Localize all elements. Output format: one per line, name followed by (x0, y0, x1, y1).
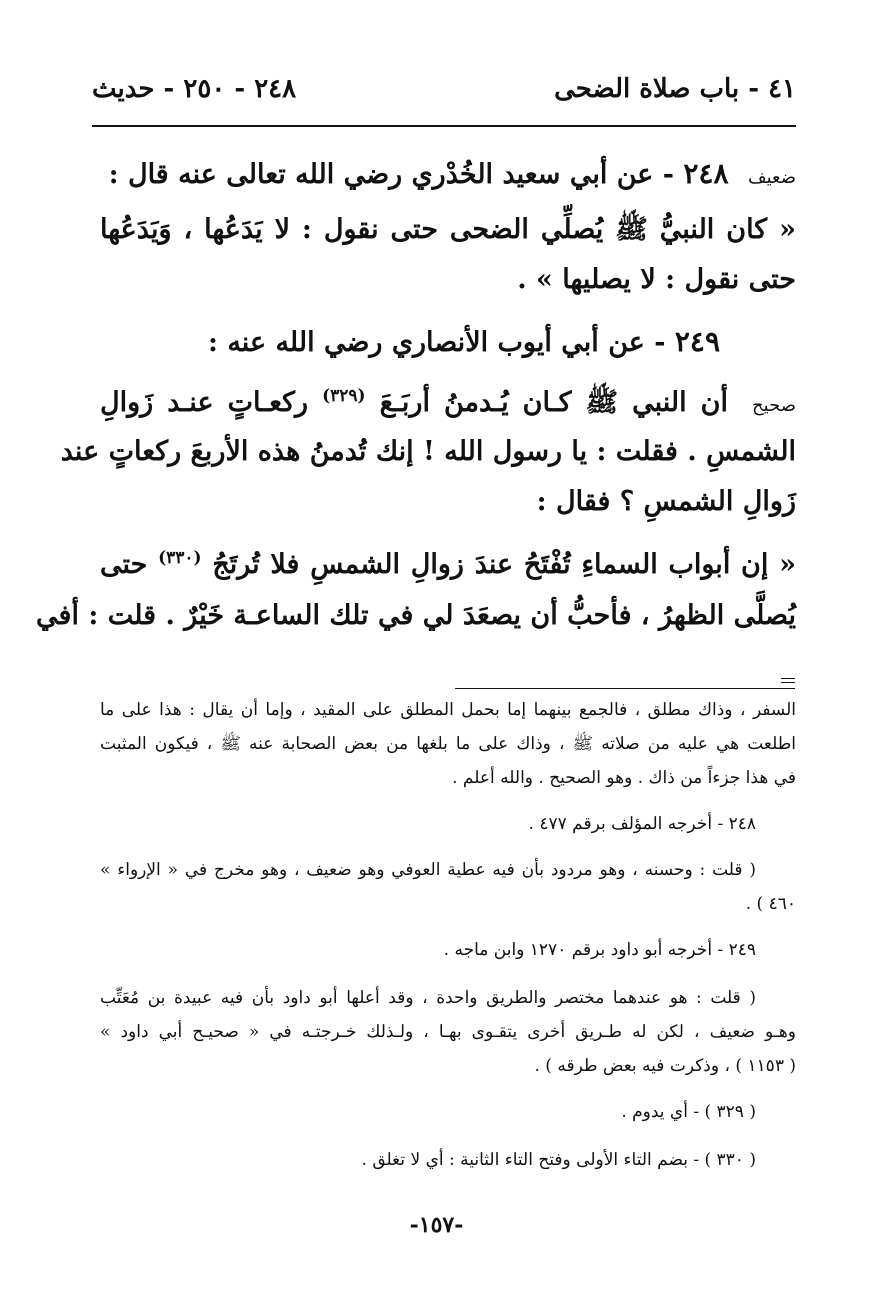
footnote-ref: (٣٣٠) (158, 548, 202, 568)
footnote-249-note3: ( ١١٥٣ ) ، وذكرت فيه بعض طرقه ) . (534, 1056, 796, 1076)
footnote-249-note2: وهـو ضعيف ، لكن له طـريق أخرى يتقـوى بهـا ، ولـذلك خـرجتـه في « صحيـح أبي داود » (100, 1022, 796, 1042)
line-text: « إن أبواب السماءِ تُفْتَحُ عندَ زوالِ الشمسِ فلا تُرتَجُ (212, 549, 797, 580)
footnote-329: ( ٣٢٩ ) - أي يدوم . (621, 1102, 756, 1122)
footnote-cont-line1: السفر ، وذاك مطلق ، فالجمع بينهما إما بحمل المطلق على المقيد ، وإما أن يقال : هذا على ما (100, 700, 796, 720)
hadith-249-intro (207, 325, 720, 358)
hadith-number: ٢٤٨ (683, 157, 729, 190)
hadith-249-line2: الشمسِ . فقلت : يا رسول الله ! إنك تُدمنُ هذه الأربعَ ركعاتٍ عند (60, 436, 796, 467)
hadith-249-line4 (100, 550, 796, 578)
hadith-248-line1: « كان النبيُّ ﷺ يُصلِّي الضحى حتى نقول : لا يَدَعُها ، وَيَدَعُها (100, 214, 796, 245)
page-header (92, 74, 796, 118)
footnote-cont-line2: اطلعت هي عليه من صلاته ﷺ ، وذاك على ما بلغها من بعض الصحابة عنه ﷺ ، فيكون المثبت (100, 734, 796, 754)
grade-label: صحيح (752, 395, 796, 416)
hadith-range: ٢٤٨ - ٢٥٠ - حديث (92, 74, 297, 104)
footnote-249-note1: ( قلت : هو عندهما مختصر والطريق واحدة ، وقد أعلها أبو داود بأن فيه عبيدة بن مُعَتِّب (100, 988, 757, 1008)
footnote-248: ٢٤٨ - أخرجه المؤلف برقم ٤٧٧ . (528, 814, 756, 834)
footnote-249: ٢٤٩ - أخرجه أبو داود برقم ١٢٧٠ وابن ماجه . (443, 940, 756, 960)
hadith-249-line5: يُصلَّى الظهرُ ، فأحبُّ أن يصعَدَ لي في تلك الساعـة خَيْرٌ . قلت : أفي (36, 600, 796, 631)
grade-label: ضعيف (747, 167, 796, 188)
header-rule (92, 125, 796, 127)
footnote-continuation-mark (781, 678, 795, 686)
footnote-330: ( ٣٣٠ ) - بضم التاء الأولى وفتح التاء الثانية : أي لا تغلق . (361, 1150, 756, 1170)
chapter-title: ٤١ - باب صلاة الضحى (554, 74, 796, 104)
footnote-ref: (٣٢٩) (322, 386, 366, 406)
hadith-number: ٢٤٩ (674, 325, 720, 358)
hadith-248-intro (108, 157, 796, 190)
footnote-248-note2: ٤٦٠ ) . (745, 894, 796, 914)
line-text: ركعـاتٍ عنـد زَوالِ (100, 387, 309, 418)
hadith-248-line2: حتى نقول : لا يصليها » . (517, 264, 796, 295)
footnote-separator (455, 688, 795, 689)
footnote-cont-line3: في هذا جزءاً من ذاك . وهو الصحيح . والله أعلم . (452, 768, 796, 788)
page-number: -١٥٧- (409, 1212, 464, 1238)
line-text: حتى (100, 549, 148, 580)
hadith-249-line1 (100, 388, 796, 416)
hadith-249-line3: زَوالِ الشمسِ ؟ فقال : (536, 486, 796, 517)
line-text: أن النبي ﷺ كـان يُـدمنُ أربَـعَ (379, 387, 728, 418)
hadith-intro-text: - عن أبي سعيد الخُدْري رضي الله تعالى عنه قال : (108, 159, 675, 190)
footnote-248-note1: ( قلت : وحسنه ، وهو مردود بأن فيه عطية العوفي وهو ضعيف ، وهو مخرج في « الإرواء » (100, 860, 756, 880)
hadith-intro-text: - عن أبي أيوب الأنصاري رضي الله عنه : (207, 327, 666, 358)
